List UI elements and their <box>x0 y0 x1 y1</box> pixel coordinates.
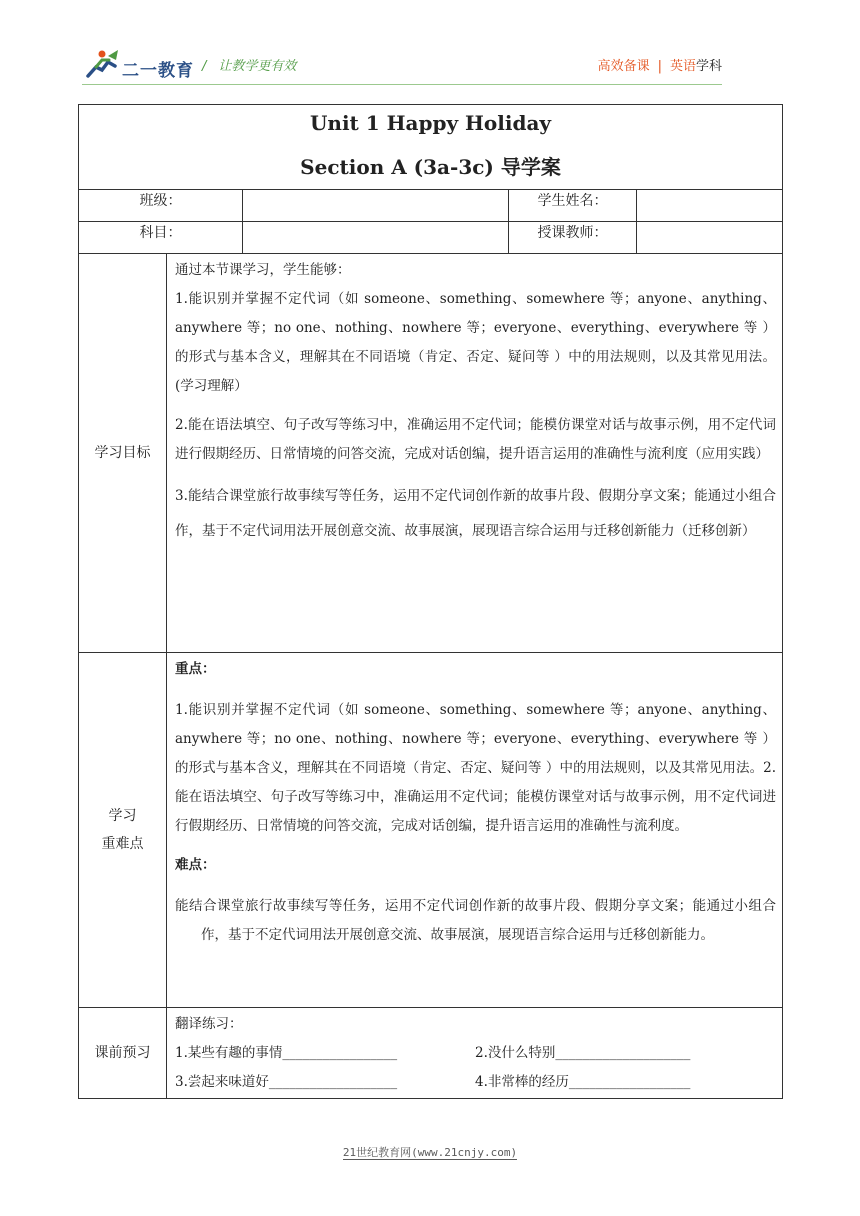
preview-q3: 3.尝起来味道好___________________ <box>175 1074 398 1090</box>
goals-content <box>167 254 783 653</box>
focus-text: 1.能识别并掌握不定代词（如 someone、something、somewhere 等；anyone、anything、anywhere 等；no one、nothing、nowhere 等；everyone、everything、everywhere 等 ）的形式与基本含义，理解其在不同语境（肯定、否定、疑问等 ）中的用法规则，以及其常见用法。2.能在语法填空、句子改写等练习中，准确运用不定代词；能模仿课堂对话与故事示例，用不定代词进行假期经历、日常情境的问答交流，完成对话创编，提升语言运用的准确性与流利度。 <box>175 702 777 834</box>
subject-separator: | <box>657 59 662 74</box>
section-title: Section A (3a-3c) 导学案 <box>300 155 561 179</box>
difficulty-title: 难点： <box>175 857 216 873</box>
title-cell <box>79 105 783 190</box>
slogan-text: 让教学更有效 <box>218 59 297 74</box>
subject-value[interactable] <box>243 222 509 254</box>
footer-link[interactable]: 21世纪教育网(www.21cnjy.com) <box>342 1146 518 1159</box>
subject-label: 科目： <box>79 222 243 254</box>
key-points-content <box>167 653 783 1008</box>
preview-q1: 1.某些有趣的事情_________________ <box>175 1045 398 1061</box>
subject-right-a: 英语 <box>669 59 696 74</box>
preview-content <box>167 1008 783 1099</box>
student-name-label: 学生姓名： <box>509 190 637 222</box>
subject-right-b: 学科 <box>695 59 722 74</box>
page-header <box>82 40 722 80</box>
key-label-line1: 学习 <box>108 808 137 824</box>
header-divider <box>82 84 722 85</box>
preview-q4: 4.非常棒的经历__________________ <box>475 1074 691 1090</box>
preview-label: 课前预习 <box>79 1008 167 1099</box>
unit-title: Unit 1 Happy Holiday <box>309 111 552 135</box>
guide-table <box>78 104 783 1099</box>
preview-q2: 2.没什么特别____________________ <box>475 1045 691 1061</box>
class-value[interactable] <box>243 190 509 222</box>
focus-title: 重点： <box>175 661 216 677</box>
subject-tag <box>598 55 722 74</box>
slogan: / 让教学更有效 <box>202 59 297 74</box>
teacher-label: 授课教师： <box>509 222 637 254</box>
student-name-value[interactable] <box>637 190 783 222</box>
goals-intro: 通过本节课学习，学生能够： <box>175 262 351 278</box>
page-footer <box>0 1144 860 1160</box>
teacher-value[interactable] <box>637 222 783 254</box>
goals-item-3: 3.能结合课堂旅行故事续写等任务，运用不定代词创作新的故事片段、假期分享文案；能通过小组合作，基于不定代词用法开展创意交流、故事展演，展现语言综合运用与迁移创新能力（迁移创新） <box>175 488 777 539</box>
key-label-line2: 重难点 <box>101 836 144 852</box>
goals-label: 学习目标 <box>79 254 167 653</box>
class-label: 班级： <box>79 190 243 222</box>
goals-item-1: 1.能识别并掌握不定代词（如 someone、something、somewhere 等；anyone、anything、anywhere 等；no one、nothing、nowhere 等；everyone、everything、everywhere 等 ）的形式与基本含义，理解其在不同语境（肯定、否定、疑问等 ）中的用法规则，以及其常见用法。(学习理解） <box>175 291 777 394</box>
difficulty-text: 能结合课堂旅行故事续写等任务，运用不定代词创作新的故事片段、假期分享文案；能通过小组合作，基于不定代词用法开展创意交流、故事展演，展现语言综合运用与迁移创新能力。 <box>175 898 777 943</box>
logo-text: 二一教育 <box>122 61 194 81</box>
preview-heading: 翻译练习： <box>175 1016 243 1032</box>
goals-item-2: 2.能在语法填空、句子改写等练习中，准确运用不定代词；能模仿课堂对话与故事示例，用不定代词进行假期经历、日常情境的问答交流，完成对话创编，提升语言运用的准确性与流利度（应用实践） <box>175 417 777 462</box>
key-points-label <box>79 653 167 1008</box>
subject-left: 高效备课 <box>597 59 650 74</box>
